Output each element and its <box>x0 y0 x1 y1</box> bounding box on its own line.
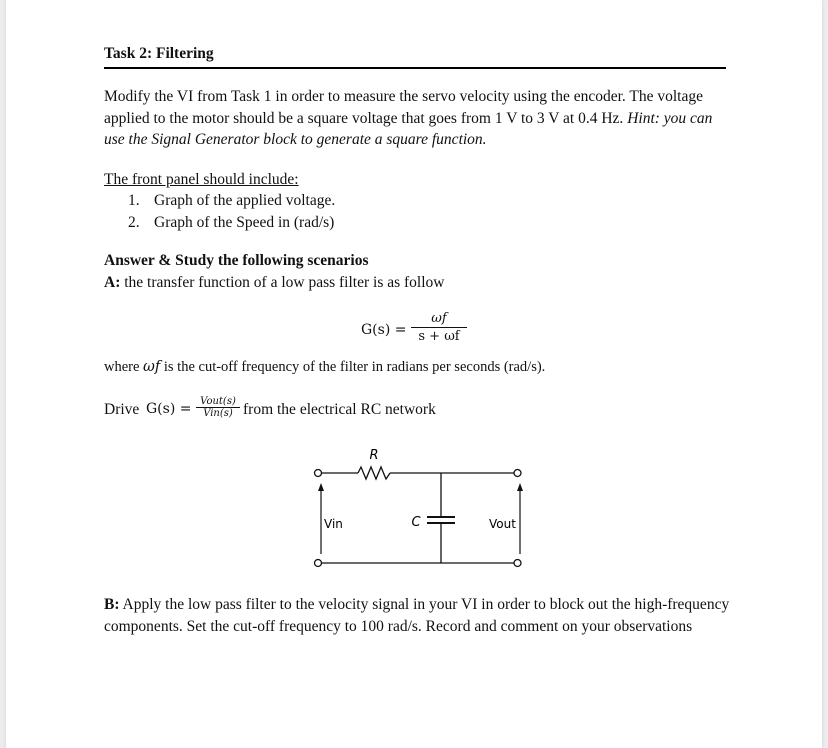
vin-label: Vin <box>324 517 343 531</box>
list-item <box>128 212 335 234</box>
terminal-in-bottom <box>315 560 322 567</box>
where-line <box>104 357 734 379</box>
task-title: Task 2: Filtering <box>104 45 214 62</box>
drive-lhs: G(s) = <box>146 401 192 417</box>
rc-circuit-diagram <box>300 440 530 580</box>
drive-numerator: Vout(s) <box>200 396 236 407</box>
where-symbol: ωf <box>143 359 161 375</box>
list-item-text: Graph of the Speed in (rad/s) <box>154 213 335 231</box>
document-page <box>6 0 822 748</box>
list-item <box>128 190 335 212</box>
front-panel-list <box>128 190 335 233</box>
formula-lhs: G(s) = <box>361 322 407 338</box>
formula-fraction <box>411 311 467 344</box>
scenario-a-label: A: <box>104 274 121 291</box>
scenario-a-text: the transfer function of a low pass filter is as follow <box>124 274 445 291</box>
formula-denominator: s + ωf <box>418 329 460 344</box>
intro-text: Modify the VI from Task 1 in order to measure the servo velocity using the encoder. The voltage applied to the motor should be a square voltage that goes from 1 V to 3 V at 0.4 Hz. <box>104 88 703 127</box>
scenarios-heading: Answer & Study the following scenarios <box>104 252 369 269</box>
terminal-in-top <box>315 470 322 477</box>
terminal-out-bottom <box>514 560 521 567</box>
list-item-number: 1. <box>128 192 140 209</box>
list-item-text: Graph of the applied voltage. <box>154 192 336 209</box>
scenario-a <box>104 272 734 294</box>
drive-pre: Drive <box>104 401 140 418</box>
resistor-label: R <box>369 448 379 463</box>
drive-denominator: Vin(s) <box>203 408 233 419</box>
vout-arrowhead-icon <box>517 483 523 491</box>
where-pre: where <box>104 359 140 375</box>
drive-fraction <box>196 396 240 419</box>
vin-arrowhead-icon <box>318 483 324 491</box>
title-divider <box>104 67 726 69</box>
where-post: is the cut-off frequency of the filter in radians per seconds (rad/s). <box>163 359 546 375</box>
resistor-symbol <box>358 467 390 479</box>
scenario-b-label: B: <box>104 596 120 613</box>
scenario-b-text: Apply the low pass filter to the velocity signal in your VI in order to block out the high-frequency components. Set the cut-off frequency to 100 rad/s. Record and comment on your observations <box>104 596 730 635</box>
intro-paragraph <box>104 86 734 151</box>
formula-numerator: ωf <box>431 311 447 326</box>
terminal-out-top <box>514 470 521 477</box>
drive-post: from the electrical RC network <box>243 401 436 418</box>
list-item-number: 2. <box>128 213 140 231</box>
intro-hint: Hint: you can use the Signal Generator block to generate a square function. <box>104 109 713 148</box>
vout-label: Vout <box>489 517 516 531</box>
formula-fraction-bar <box>411 327 467 328</box>
capacitor-label: C <box>411 515 421 530</box>
scenario-b <box>104 594 734 637</box>
front-panel-heading: The front panel should include: <box>104 171 299 188</box>
